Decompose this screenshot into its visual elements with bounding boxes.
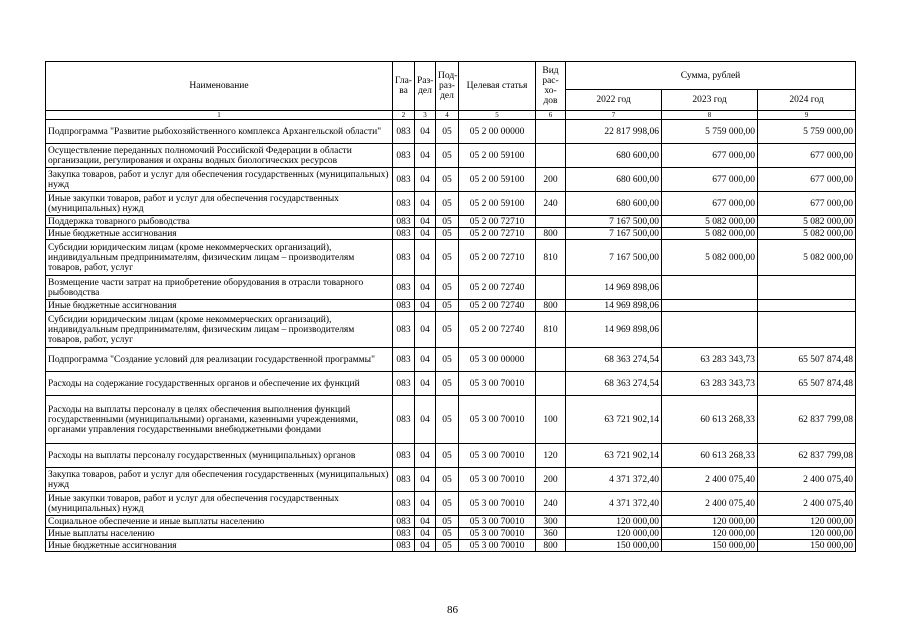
- row-sum-2023: 63 283 343,73: [662, 372, 758, 396]
- row-sum-2024: 62 837 799,08: [758, 396, 856, 444]
- row-sum-2022: 68 363 274,54: [566, 348, 662, 372]
- row-podrazdel: 05: [436, 468, 459, 492]
- row-vid: [536, 144, 566, 168]
- row-vid: 800: [536, 540, 566, 552]
- row-podrazdel: 05: [436, 300, 459, 312]
- row-sum-2023: 677 000,00: [662, 192, 758, 216]
- row-sum-2023: 120 000,00: [662, 516, 758, 528]
- row-sum-2024: 5 759 000,00: [758, 120, 856, 144]
- row-name: Иные бюджетные ассигнования: [46, 540, 393, 552]
- row-vid: 200: [536, 468, 566, 492]
- row-target: 05 2 00 72710: [459, 216, 536, 228]
- row-sum-2024: 2 400 075,40: [758, 492, 856, 516]
- header-podrazdel: Под-раз-дел: [436, 62, 459, 111]
- table-row: [46, 540, 856, 552]
- row-sum-2022: 14 969 898,06: [566, 300, 662, 312]
- row-target: 05 3 00 70010: [459, 372, 536, 396]
- row-razdel: 04: [415, 312, 436, 348]
- header-glava: Гла-ва: [393, 62, 415, 111]
- row-razdel: 04: [415, 396, 436, 444]
- row-sum-2024: 62 837 799,08: [758, 444, 856, 468]
- row-sum-2022: 680 600,00: [566, 192, 662, 216]
- row-podrazdel: 05: [436, 144, 459, 168]
- row-razdel: 04: [415, 192, 436, 216]
- row-sum-2024: 2 400 075,40: [758, 468, 856, 492]
- row-sum-2024: 150 000,00: [758, 540, 856, 552]
- table-row: [46, 372, 856, 396]
- row-sum-2024: 677 000,00: [758, 144, 856, 168]
- row-razdel: 04: [415, 348, 436, 372]
- row-glava: 083: [393, 276, 415, 300]
- table-row: [46, 468, 856, 492]
- row-sum-2024: 120 000,00: [758, 516, 856, 528]
- row-razdel: 04: [415, 240, 436, 276]
- page-number: 86: [447, 604, 458, 616]
- header-target: Целевая статья: [459, 62, 536, 111]
- row-target: 05 3 00 70010: [459, 396, 536, 444]
- row-sum-2024: 65 507 874,48: [758, 372, 856, 396]
- row-sum-2023: 5 082 000,00: [662, 240, 758, 276]
- row-sum-2022: 7 167 500,00: [566, 228, 662, 240]
- row-glava: 083: [393, 372, 415, 396]
- row-podrazdel: 05: [436, 216, 459, 228]
- row-vid: 240: [536, 192, 566, 216]
- header-vid: Вид рас-хо-дов: [536, 62, 566, 111]
- row-podrazdel: 05: [436, 168, 459, 192]
- row-name: Иные бюджетные ассигнования: [46, 300, 393, 312]
- row-sum-2022: 22 817 998,06: [566, 120, 662, 144]
- col-number: 4: [436, 111, 459, 120]
- table-row: [46, 192, 856, 216]
- row-name: Подпрограмма "Развитие рыбохозяйственного комплекса Архангельской области": [46, 120, 393, 144]
- table-body: [46, 120, 856, 552]
- row-podrazdel: 05: [436, 444, 459, 468]
- row-name: Возмещение части затрат на приобретение оборудования в отрасли товарного рыбоводства: [46, 276, 393, 300]
- col-number: 1: [46, 111, 393, 120]
- row-sum-2022: 4 371 372,40: [566, 468, 662, 492]
- row-glava: 083: [393, 528, 415, 540]
- row-podrazdel: 05: [436, 396, 459, 444]
- row-vid: 800: [536, 228, 566, 240]
- row-sum-2024: 5 082 000,00: [758, 240, 856, 276]
- row-target: 05 2 00 72710: [459, 240, 536, 276]
- row-sum-2023: 677 000,00: [662, 144, 758, 168]
- row-target: 05 2 00 72740: [459, 300, 536, 312]
- row-name: Социальное обеспечение и иные выплаты населению: [46, 516, 393, 528]
- row-razdel: 04: [415, 228, 436, 240]
- row-sum-2023: [662, 312, 758, 348]
- row-sum-2023: [662, 300, 758, 312]
- header-sum: Сумма, рублей: [566, 62, 856, 90]
- row-sum-2024: 5 082 000,00: [758, 228, 856, 240]
- row-glava: 083: [393, 168, 415, 192]
- row-sum-2022: 7 167 500,00: [566, 240, 662, 276]
- row-name: Закупка товаров, работ и услуг для обеспечения государственных (муниципальных) нужд: [46, 468, 393, 492]
- row-target: 05 3 00 70010: [459, 468, 536, 492]
- row-sum-2023: 60 613 268,33: [662, 396, 758, 444]
- table-row: [46, 300, 856, 312]
- row-sum-2022: 63 721 902,14: [566, 396, 662, 444]
- row-podrazdel: 05: [436, 312, 459, 348]
- row-target: 05 2 00 72710: [459, 228, 536, 240]
- row-target: 05 2 00 59100: [459, 144, 536, 168]
- row-sum-2022: 68 363 274,54: [566, 372, 662, 396]
- row-razdel: 04: [415, 516, 436, 528]
- row-name: Расходы на содержание государственных органов и обеспечение их функций: [46, 372, 393, 396]
- row-target: 05 3 00 70010: [459, 540, 536, 552]
- row-name: Поддержка товарного рыбоводства: [46, 216, 393, 228]
- row-sum-2023: 120 000,00: [662, 528, 758, 540]
- row-sum-2022: 680 600,00: [566, 168, 662, 192]
- row-sum-2023: 677 000,00: [662, 168, 758, 192]
- row-vid: [536, 120, 566, 144]
- row-podrazdel: 05: [436, 348, 459, 372]
- row-glava: 083: [393, 492, 415, 516]
- table-row: [46, 396, 856, 444]
- table-row: [46, 120, 856, 144]
- row-vid: [536, 276, 566, 300]
- row-name: Субсидии юридическим лицам (кроме некоммерческих организаций), индивидуальным предпринимателям, физическим лицам – производителям товаров, работ, услуг: [46, 312, 393, 348]
- row-name: Иные выплаты населению: [46, 528, 393, 540]
- row-target: 05 2 00 72740: [459, 276, 536, 300]
- row-glava: 083: [393, 468, 415, 492]
- row-target: 05 2 00 59100: [459, 192, 536, 216]
- row-razdel: 04: [415, 168, 436, 192]
- row-vid: 810: [536, 312, 566, 348]
- row-razdel: 04: [415, 444, 436, 468]
- table-row: [46, 516, 856, 528]
- col-number: 6: [536, 111, 566, 120]
- row-target: 05 2 00 00000: [459, 120, 536, 144]
- row-glava: 083: [393, 300, 415, 312]
- table-row: [46, 444, 856, 468]
- row-podrazdel: 05: [436, 492, 459, 516]
- row-razdel: 04: [415, 300, 436, 312]
- row-sum-2022: 120 000,00: [566, 516, 662, 528]
- row-vid: 240: [536, 492, 566, 516]
- row-sum-2024: 677 000,00: [758, 168, 856, 192]
- table-row: [46, 168, 856, 192]
- row-podrazdel: 05: [436, 528, 459, 540]
- table-row: [46, 240, 856, 276]
- row-sum-2024: [758, 276, 856, 300]
- row-vid: 360: [536, 528, 566, 540]
- row-glava: 083: [393, 516, 415, 528]
- row-vid: 800: [536, 300, 566, 312]
- row-podrazdel: 05: [436, 276, 459, 300]
- row-vid: 200: [536, 168, 566, 192]
- row-target: 05 2 00 59100: [459, 168, 536, 192]
- row-sum-2023: 150 000,00: [662, 540, 758, 552]
- row-sum-2022: 150 000,00: [566, 540, 662, 552]
- table-row: [46, 216, 856, 228]
- row-sum-2022: 680 600,00: [566, 144, 662, 168]
- row-target: 05 3 00 70010: [459, 492, 536, 516]
- row-vid: 100: [536, 396, 566, 444]
- row-sum-2024: 65 507 874,48: [758, 348, 856, 372]
- col-number: 3: [415, 111, 436, 120]
- row-podrazdel: 05: [436, 192, 459, 216]
- row-target: 05 3 00 70010: [459, 528, 536, 540]
- row-vid: 810: [536, 240, 566, 276]
- header-year-2022: 2022 год: [566, 90, 662, 111]
- table-row: [46, 348, 856, 372]
- table-row: [46, 312, 856, 348]
- row-podrazdel: 05: [436, 372, 459, 396]
- budget-table: [45, 61, 856, 552]
- row-sum-2022: 14 969 898,06: [566, 312, 662, 348]
- row-podrazdel: 05: [436, 516, 459, 528]
- row-sum-2023: 5 082 000,00: [662, 216, 758, 228]
- table-row: [46, 228, 856, 240]
- row-sum-2022: 120 000,00: [566, 528, 662, 540]
- row-glava: 083: [393, 216, 415, 228]
- row-razdel: 04: [415, 528, 436, 540]
- row-podrazdel: 05: [436, 228, 459, 240]
- row-name: Расходы на выплаты персоналу в целях обеспечения выполнения функций государственными (муниципальными) органами, казенными учреждениями, органами управления государственными внебюджетными фондами: [46, 396, 393, 444]
- table-row: [46, 276, 856, 300]
- row-glava: 083: [393, 444, 415, 468]
- row-glava: 083: [393, 240, 415, 276]
- row-razdel: 04: [415, 144, 436, 168]
- col-number: 9: [758, 111, 856, 120]
- row-glava: 083: [393, 396, 415, 444]
- row-target: 05 3 00 70010: [459, 444, 536, 468]
- row-glava: 083: [393, 120, 415, 144]
- row-glava: 083: [393, 348, 415, 372]
- row-razdel: 04: [415, 120, 436, 144]
- row-sum-2022: 14 969 898,06: [566, 276, 662, 300]
- row-vid: [536, 216, 566, 228]
- row-sum-2023: 5 759 000,00: [662, 120, 758, 144]
- row-razdel: 04: [415, 276, 436, 300]
- row-sum-2022: 63 721 902,14: [566, 444, 662, 468]
- row-podrazdel: 05: [436, 240, 459, 276]
- row-sum-2023: 63 283 343,73: [662, 348, 758, 372]
- row-sum-2024: 677 000,00: [758, 192, 856, 216]
- col-number: 7: [566, 111, 662, 120]
- row-vid: 300: [536, 516, 566, 528]
- row-target: 05 3 00 70010: [459, 516, 536, 528]
- row-name: Закупка товаров, работ и услуг для обеспечения государственных (муниципальных) нужд: [46, 168, 393, 192]
- row-sum-2022: 4 371 372,40: [566, 492, 662, 516]
- row-sum-2023: 5 082 000,00: [662, 228, 758, 240]
- table-row: [46, 492, 856, 516]
- header-year-2023: 2023 год: [662, 90, 758, 111]
- row-sum-2023: 2 400 075,40: [662, 492, 758, 516]
- col-number: 5: [459, 111, 536, 120]
- row-vid: [536, 372, 566, 396]
- row-glava: 083: [393, 228, 415, 240]
- row-sum-2024: [758, 312, 856, 348]
- row-podrazdel: 05: [436, 120, 459, 144]
- row-razdel: 04: [415, 372, 436, 396]
- row-name: Осуществление переданных полномочий Российской Федерации в области организации, регулирования и охраны водных биологических ресурсов: [46, 144, 393, 168]
- row-glava: 083: [393, 144, 415, 168]
- col-number: 8: [662, 111, 758, 120]
- row-sum-2024: 5 082 000,00: [758, 216, 856, 228]
- header-year-2024: 2024 год: [758, 90, 856, 111]
- row-target: 05 3 00 00000: [459, 348, 536, 372]
- row-glava: 083: [393, 192, 415, 216]
- row-name: Расходы на выплаты персоналу государственных (муниципальных) органов: [46, 444, 393, 468]
- row-sum-2023: [662, 276, 758, 300]
- row-vid: 120: [536, 444, 566, 468]
- row-sum-2024: [758, 300, 856, 312]
- row-sum-2023: 60 613 268,33: [662, 444, 758, 468]
- row-razdel: 04: [415, 492, 436, 516]
- header-razdel: Раз-дел: [415, 62, 436, 111]
- row-glava: 083: [393, 312, 415, 348]
- table-row: [46, 528, 856, 540]
- row-glava: 083: [393, 540, 415, 552]
- col-number: 2: [393, 111, 415, 120]
- row-vid: [536, 348, 566, 372]
- row-name: Подпрограмма "Создание условий для реализации государственной программы": [46, 348, 393, 372]
- column-number-row: [46, 111, 856, 120]
- row-sum-2023: 2 400 075,40: [662, 468, 758, 492]
- row-razdel: 04: [415, 216, 436, 228]
- row-sum-2022: 7 167 500,00: [566, 216, 662, 228]
- row-target: 05 2 00 72740: [459, 312, 536, 348]
- row-sum-2024: 120 000,00: [758, 528, 856, 540]
- row-name: Иные бюджетные ассигнования: [46, 228, 393, 240]
- row-razdel: 04: [415, 468, 436, 492]
- row-name: Иные закупки товаров, работ и услуг для обеспечения государственных (муниципальных) нужд: [46, 492, 393, 516]
- row-podrazdel: 05: [436, 540, 459, 552]
- table-row: [46, 144, 856, 168]
- row-name: Иные закупки товаров, работ и услуг для обеспечения государственных (муниципальных) нужд: [46, 192, 393, 216]
- row-razdel: 04: [415, 540, 436, 552]
- row-name: Субсидии юридическим лицам (кроме некоммерческих организаций), индивидуальным предпринимателям, физическим лицам – производителям товаров, работ, услуг: [46, 240, 393, 276]
- header-name: Наименование: [46, 62, 393, 111]
